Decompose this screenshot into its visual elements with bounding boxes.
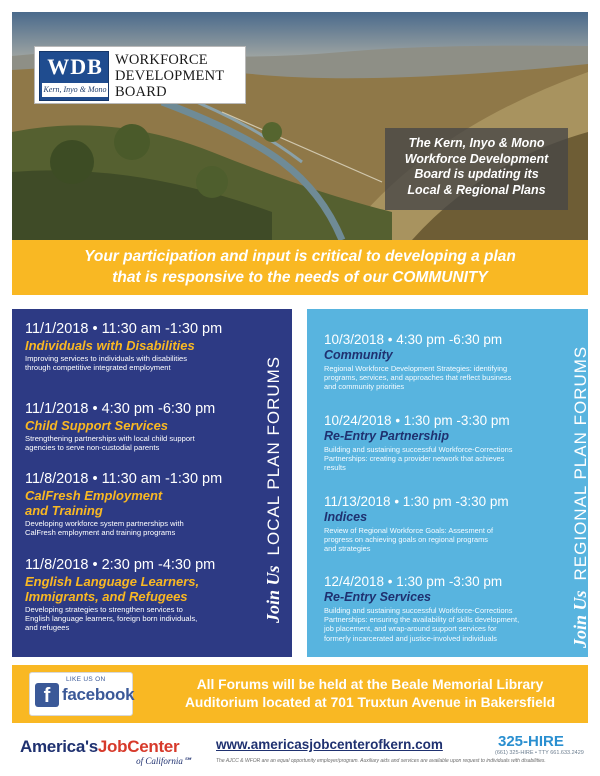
location-line: All Forums will be held at the Beale Memorial Library [196, 677, 544, 692]
participation-banner [12, 240, 588, 295]
description-line: job placement, and wrap-around support services for [324, 624, 497, 634]
event-description [324, 606, 554, 643]
description-line: through competitive integrated employment [25, 363, 171, 373]
wdb-logo [34, 46, 246, 104]
event-description [324, 526, 554, 554]
americas-job-center-logo [20, 737, 208, 771]
wdb-region: Kern, Inyo & Mono [42, 83, 108, 97]
local-event [25, 557, 265, 633]
event-title: Re-Entry Partnership [324, 429, 450, 443]
description-line: progress on achieving goals on regional programs [324, 535, 488, 545]
ajc-wordmark-part: America's [20, 737, 98, 756]
title-line: English Language Learners, [25, 574, 200, 589]
description-line: and strategies [324, 544, 371, 554]
callout-line: The Kern, Inyo & Mono [408, 136, 545, 150]
description-line: Building and sustaining successful Workforce-Corrections [324, 445, 513, 454]
ajc-wordmark-part: JobCenter [97, 737, 180, 756]
regional-event [324, 493, 554, 554]
title-line: Immigrants, and Refugees [25, 589, 188, 604]
facebook-like-text: LIKE US ON [66, 676, 106, 683]
facebook-wordmark: facebook [62, 685, 135, 704]
wdb-name [115, 52, 224, 100]
local-vertical-label [263, 343, 287, 623]
join-us-text: Join Us [570, 590, 590, 648]
event-description [25, 434, 265, 452]
local-event [25, 401, 265, 452]
regional-plan-panel [307, 309, 588, 657]
description-line: programs, services, and approaches that reflect business [324, 373, 512, 383]
description-line: and community priorities [324, 382, 405, 392]
event-title: Re-Entry Services [324, 590, 432, 604]
ajc-subtitle: of California℠ [136, 756, 192, 766]
banner-line: that is responsive to the needs of our COMMUNITY [112, 269, 488, 286]
title-line: CalFresh Employment [25, 488, 163, 503]
local-forums-heading: LOCAL PLAN FORUMS [264, 355, 283, 556]
equal-opportunity-disclaimer: The AJCC & WFOR are an equal opportunity employer/program. Auxiliary aids and services are available upon request to individuals with disabilities. [216, 758, 546, 764]
wdb-name-line: WORKFORCE [115, 52, 208, 68]
description-line: Partnerships: creating a provider network that achieves [324, 454, 505, 464]
event-date: 10/3/2018 • 4:30 pm -6:30 pm [324, 332, 503, 347]
description-line: agencies to serve non-custodial parents [25, 443, 160, 453]
location-line: Auditorium located at 701 Truxtun Avenue in Bakersfield [184, 695, 556, 710]
regional-event [324, 331, 554, 392]
event-date: 11/1/2018 • 4:30 pm -6:30 pm [25, 401, 216, 417]
description-line: and refugees [25, 623, 70, 633]
join-us-text: Join Us [263, 565, 283, 623]
event-title: Indices [324, 510, 368, 524]
description-line: Building and sustaining successful Workforce-Corrections [324, 606, 513, 615]
event-date: 11/8/2018 • 2:30 pm -4:30 pm [25, 557, 216, 573]
forum-location [160, 676, 580, 712]
description-line: English language learners, foreign born individuals, [25, 614, 198, 624]
event-date: 11/13/2018 • 1:30 pm -3:30 pm [324, 494, 509, 509]
event-description [25, 605, 265, 633]
description-line: Review of Regional Workforce Goals: Assesment of [324, 526, 494, 535]
hire-phone-details: (661) 325-HIRE • TTY 661.633.2429 [495, 750, 584, 756]
location-bar [12, 665, 588, 723]
title-line: and Training [25, 503, 103, 518]
description-line: Strengthening partnerships with local child support [25, 434, 195, 443]
callout-line: Workforce Development [404, 151, 549, 166]
wdb-name-line: DEVELOPMENT [115, 68, 225, 84]
local-plan-panel [12, 309, 292, 657]
description-line: Partnerships: ensuring the availability of skills development, [324, 615, 520, 625]
event-description [25, 519, 265, 537]
local-event [25, 471, 265, 537]
wdb-abbr: WDB [47, 54, 103, 79]
wdb-name-line: BOARD [115, 84, 167, 100]
hero-callout [385, 128, 568, 210]
regional-forums-heading: REGIONAL PLAN FORUMS [571, 345, 590, 581]
description-line: CalFresh employment and training programs [25, 528, 176, 538]
hire-number: 325-HIRE [498, 733, 564, 750]
event-description [324, 364, 554, 392]
description-line: Developing strategies to strengthen services to [25, 605, 183, 614]
hero-photo [12, 12, 588, 240]
banner-line: Your participation and input is critical to developing a plan [84, 248, 516, 265]
event-title: Community [324, 348, 393, 362]
event-description [25, 354, 265, 372]
event-date: 10/24/2018 • 1:30 pm -3:30 pm [324, 413, 510, 428]
event-date: 12/4/2018 • 1:30 pm -3:30 pm [324, 574, 503, 589]
event-title [25, 574, 265, 604]
wdb-logo-mark [39, 51, 109, 101]
regional-event [324, 412, 554, 473]
description-line: Developing workforce system partnerships with [25, 519, 184, 528]
regional-vertical-label [570, 318, 594, 648]
description-line: Improving services to individuals with disabilities [25, 354, 188, 363]
ajc-wordmark [20, 737, 208, 757]
callout-line: Board is updating its [414, 167, 539, 181]
facebook-badge[interactable] [29, 672, 133, 716]
event-title: Child Support Services [25, 418, 169, 433]
website-link[interactable]: www.americasjobcenterofkern.com [216, 737, 443, 752]
event-date: 11/8/2018 • 11:30 am -1:30 pm [25, 471, 223, 487]
description-line: Regional Workforce Development Strategies: identifying [324, 364, 508, 373]
event-title [25, 488, 265, 518]
regional-event [324, 573, 554, 643]
description-line: results [324, 463, 346, 473]
description-line: formerly incarcerated and justice-involved individuals [324, 633, 497, 643]
event-description [324, 445, 554, 473]
callout-line: Local & Regional Plans [407, 182, 546, 197]
event-date: 11/1/2018 • 11:30 am -1:30 pm [25, 321, 223, 337]
facebook-icon: f [35, 683, 59, 707]
local-event [25, 321, 265, 372]
event-title: Individuals with Disabilities [25, 338, 195, 353]
